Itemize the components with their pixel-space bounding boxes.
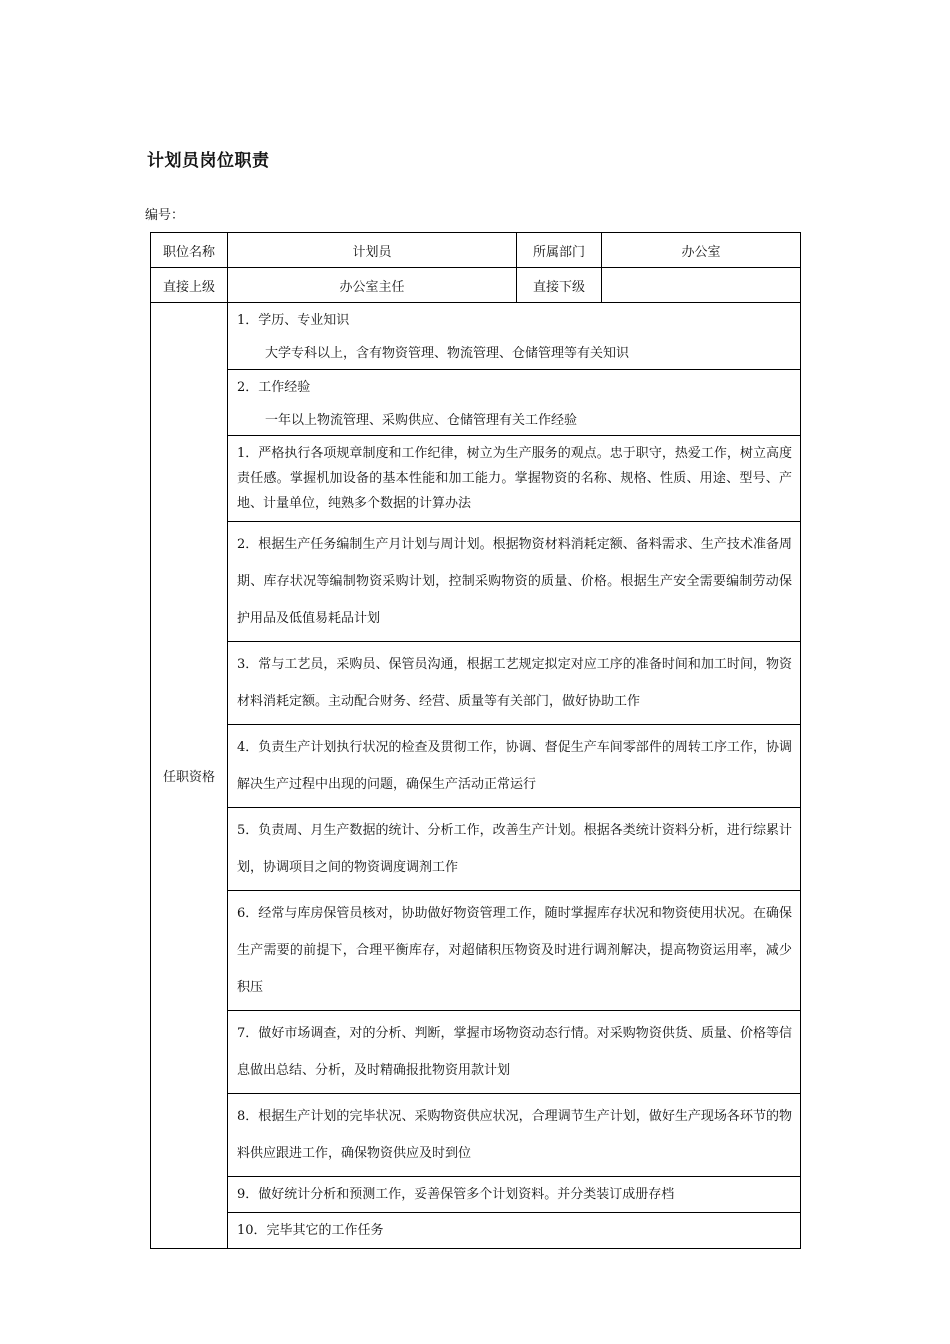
qualification-heading: 1．学历、专业知识 — [237, 313, 350, 328]
superior-label: 直接上级 — [151, 268, 228, 303]
qualification-row — [151, 370, 801, 436]
duty-row — [151, 891, 801, 1011]
duty-row — [151, 1094, 801, 1177]
subordinate-label: 直接下级 — [517, 268, 602, 303]
position-name-value: 计划员 — [228, 233, 517, 268]
qualification-row — [151, 303, 801, 370]
duty-item: 3．常与工艺员，采购员、保管员沟通，根据工艺规定拟定对应工序的准备时间和加工时间，物资材料消耗定额。主动配合财务、经营、质量等有关部门，做好协助工作 — [228, 642, 801, 725]
duty-row — [151, 1213, 801, 1249]
duty-item: 9．做好统计分析和预测工作，妥善保管多个计划资料。并分类装订成册存档 — [228, 1177, 801, 1213]
duty-item: 6．经常与库房保管员核对，协助做好物资管理工作，随时掌握库存状况和物资使用状况。在确保生产需要的前提下，合理平衡库存，对超储积压物资及时进行调剂解决，提高物资运用率，减少积压 — [228, 891, 801, 1011]
qualification-detail: 一年以上物流管理、采购供应、仓储管理有关工作经验 — [265, 413, 578, 428]
duty-row — [151, 522, 801, 642]
superior-value: 办公室主任 — [228, 268, 517, 303]
qualification-heading: 2．工作经验 — [237, 380, 311, 395]
job-description-table — [150, 232, 801, 1249]
position-name-label: 职位名称 — [151, 233, 228, 268]
duty-item: 4．负责生产计划执行状况的检查及贯彻工作，协调、督促生产车间零部件的周转工序工作，协调解决生产过程中出现的问题，确保生产活动正常运行 — [228, 725, 801, 808]
duty-item: 5．负责周、月生产数据的统计、分析工作，改善生产计划。根据各类统计资料分析，进行综累计划，协调项目之间的物资调度调剂工作 — [228, 808, 801, 891]
duty-row — [151, 436, 801, 522]
duty-item: 10．完毕其它的工作任务 — [228, 1213, 801, 1249]
duty-row — [151, 1011, 801, 1094]
section-label: 任职资格 — [151, 303, 228, 1249]
duty-item: 8．根据生产计划的完毕状况、采购物资供应状况，合理调节生产计划，做好生产现场各环节的物料供应跟进工作，确保物资供应及时到位 — [228, 1094, 801, 1177]
qualification-experience — [228, 370, 801, 436]
header-row-superior — [151, 268, 801, 303]
duty-row — [151, 808, 801, 891]
duty-item: 1．严格执行各项规章制度和工作纪律，树立为生产服务的观点。忠于职守，热爱工作，树立高度责任感。掌握机加设备的基本性能和加工能力。掌握物资的名称、规格、性质、用途、型号、产地、计量单位，纯熟多个数据的计算办法 — [228, 436, 801, 522]
department-label: 所属部门 — [517, 233, 602, 268]
duty-row — [151, 642, 801, 725]
duty-row — [151, 725, 801, 808]
qualification-education — [228, 303, 801, 370]
subordinate-value — [602, 268, 801, 303]
department-value: 办公室 — [602, 233, 801, 268]
document-title: 计划员岗位职责 — [147, 151, 270, 171]
duty-row — [151, 1177, 801, 1213]
header-row-position — [151, 233, 801, 268]
duty-item: 7．做好市场调查，对的分析、判断，掌握市场物资动态行情。对采购物资供货、质量、价格等信息做出总结、分析，及时精确报批物资用款计划 — [228, 1011, 801, 1094]
code-label: 编号： — [145, 208, 185, 223]
qualification-detail: 大学专科以上，含有物资管理、物流管理、仓储管理等有关知识 — [265, 346, 630, 361]
duty-item: 2．根据生产任务编制生产月计划与周计划。根据物资材料消耗定额、备料需求、生产技术准备周期、库存状况等编制物资采购计划，控制采购物资的质量、价格。根据生产安全需要编制劳动保护用品及低值易耗品计划 — [228, 522, 801, 642]
